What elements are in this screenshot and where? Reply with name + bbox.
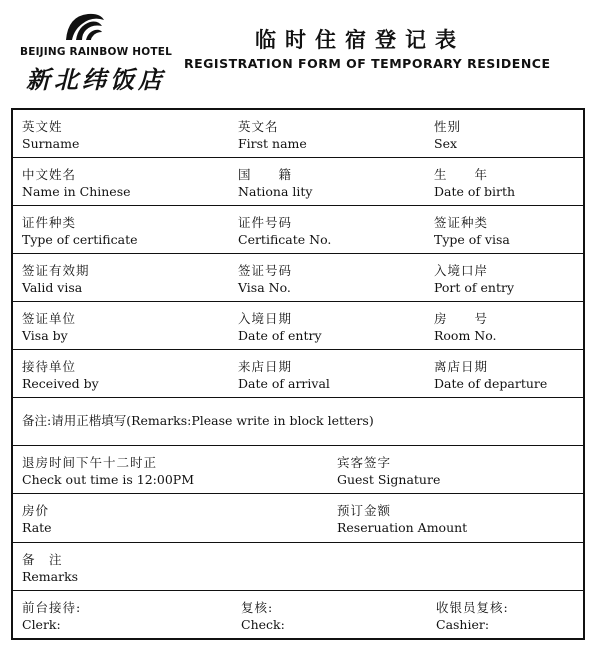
- form-row-entry: [13, 302, 583, 350]
- form-row-remarks: [13, 543, 583, 591]
- date-of-arrival-field[interactable]: 来店日期 Date of arrival: [238, 359, 330, 391]
- received-by-field[interactable]: 接待单位 Received by: [22, 359, 99, 391]
- date-of-entry-field[interactable]: 入境日期 Date of entry: [238, 311, 322, 343]
- check-field[interactable]: 复核: Check:: [241, 600, 285, 632]
- visa-by-field[interactable]: 签证单位 Visa by: [22, 311, 77, 343]
- rainbow-logo-icon: [62, 10, 106, 44]
- nationality-field[interactable]: 国 籍 Nationa lity: [238, 167, 313, 199]
- form-row-name: [13, 110, 583, 158]
- form-row-staff: [13, 591, 583, 639]
- remarks-field[interactable]: 备 注 Remarks: [22, 552, 79, 584]
- guest-signature-field[interactable]: 宾客签字 Guest Signature: [337, 455, 441, 487]
- valid-visa-field[interactable]: 签证有效期 Valid visa: [22, 263, 90, 295]
- sex-field[interactable]: 性别 Sex: [434, 119, 462, 151]
- rate-field[interactable]: 房价 Rate: [22, 503, 52, 535]
- form-row-visa: [13, 254, 583, 302]
- form-title-en: REGISTRATION FORM OF TEMPORARY RESIDENCE: [184, 56, 551, 71]
- visa-number-field[interactable]: 签证号码 Visa No.: [238, 263, 293, 295]
- certificate-type-field[interactable]: 证件种类 Type of certificate: [22, 215, 138, 247]
- form-row-identity: [13, 158, 583, 206]
- reservation-amount-field[interactable]: 预订金额 Reseruation Amount: [337, 503, 468, 535]
- checkout-time-note: 退房时间下午十二时正 Check out time is 12:00PM: [22, 455, 194, 487]
- certificate-number-field[interactable]: 证件号码 Certificate No.: [238, 215, 332, 247]
- form-title-cn: 临时住宿登记表: [255, 28, 465, 52]
- hotel-name-cn: 新北纬饭店: [26, 65, 166, 94]
- visa-type-field[interactable]: 签证种类 Type of visa: [434, 215, 510, 247]
- form-row-remarks-note: [13, 398, 583, 446]
- form-header: [0, 0, 600, 100]
- form-row-rate: [13, 494, 583, 543]
- clerk-field[interactable]: 前台接待: Clerk:: [22, 600, 82, 632]
- form-row-stay: [13, 350, 583, 398]
- room-number-field[interactable]: 房 号 Room No.: [434, 311, 497, 343]
- registration-form: [11, 108, 585, 640]
- hotel-name-en: BEIJING RAINBOW HOTEL: [20, 46, 172, 58]
- block-letters-note: 备注:请用正楷填写(Remarks:Please write in block letters): [22, 413, 374, 428]
- form-row-certificate: [13, 206, 583, 254]
- cashier-field[interactable]: 收银员复核: Cashier:: [436, 600, 509, 632]
- date-of-departure-field[interactable]: 离店日期 Date of departure: [434, 359, 548, 391]
- port-of-entry-field[interactable]: 入境口岸 Port of entry: [434, 263, 515, 295]
- first-name-field[interactable]: 英文名 First name: [238, 119, 307, 151]
- form-row-checkout: [13, 446, 583, 494]
- surname-field[interactable]: 英文姓 Surname: [22, 119, 80, 151]
- chinese-name-field[interactable]: 中文姓名 Name in Chinese: [22, 167, 131, 199]
- date-of-birth-field[interactable]: 生 年 Date of birth: [434, 167, 516, 199]
